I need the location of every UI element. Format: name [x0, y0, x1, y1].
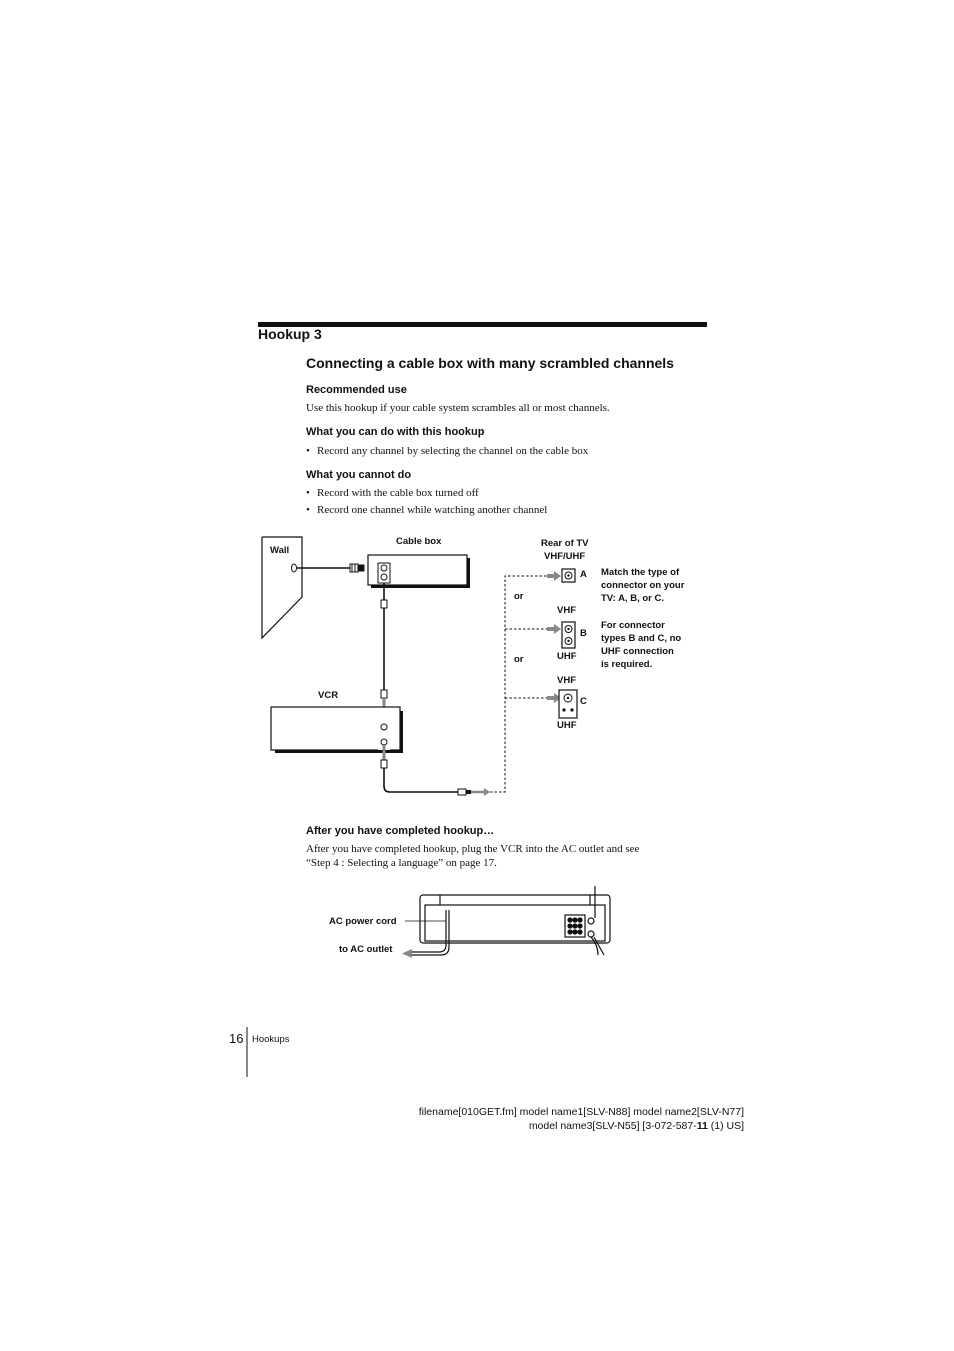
connector-a-icon — [562, 569, 575, 582]
vcr-label: VCR — [318, 690, 339, 701]
cable-connector-icon — [350, 564, 364, 572]
after-heading: After you have completed hookup… — [306, 825, 495, 837]
can-do-heading: What you can do with this hookup — [306, 426, 485, 438]
ac-power-cord-label: AC power cord — [329, 916, 397, 927]
connector-b-icon — [562, 622, 575, 648]
cannot-do-item: • Record one channel while watching another channel — [317, 503, 547, 517]
footer-line2: model name3[SLV-N55] [3-072-587-11 (1) US] — [528, 1120, 744, 1132]
connector-b-label: B — [580, 628, 587, 639]
cannot-do-item: • Record with the cable box turned off — [317, 486, 479, 500]
vhf-b-label: VHF — [557, 605, 576, 616]
uhf-c-label: UHF — [557, 720, 577, 731]
vcr-tv-cable — [381, 576, 547, 796]
rear-tv-label: Rear of TV — [541, 538, 589, 549]
connector-c-label: C — [580, 696, 587, 707]
recommended-text: Use this hookup if your cable system scrambles all or most channels. — [306, 402, 610, 414]
cable-box-label: Cable box — [396, 536, 442, 547]
wall-label: Wall — [270, 545, 290, 556]
main-title: Connecting a cable box with many scrambled channels — [306, 355, 674, 371]
cablebox-vcr-cable — [381, 583, 387, 722]
uhf-b-label: UHF — [557, 651, 577, 662]
cannot-do-heading: What you cannot do — [306, 469, 412, 481]
vhf-c-label: VHF — [557, 675, 576, 686]
vhf-uhf-label: VHF/UHF — [544, 551, 586, 562]
footer-line1: filename[010GET.fm] model name1[SLV-N88] model name2[SLV-N77] — [418, 1106, 744, 1118]
wall-outlet-icon — [292, 564, 297, 572]
after-text-line2: “Step 4 : Selecting a language” on page 17. — [306, 857, 497, 869]
can-do-item: • Record any channel by selecting the channel on the cable box — [317, 444, 588, 458]
bc-note: For connector types B and C, no UHF connection is required. — [601, 620, 682, 670]
match-note: Match the type of connector on your TV: A, B, or C. — [601, 567, 685, 604]
connector-c-icon — [559, 690, 577, 718]
recommended-heading: Recommended use — [306, 384, 407, 396]
or-label: or — [514, 591, 524, 602]
page-section-name: Hookups — [252, 1034, 290, 1045]
hookup-title: Hookup 3 — [258, 326, 322, 342]
connector-a-label: A — [580, 569, 587, 580]
to-ac-outlet-label: to AC outlet — [339, 944, 393, 955]
page-number: 16 — [229, 1031, 244, 1046]
after-text-line1: After you have completed hookup, plug the VCR into the AC outlet and see — [306, 843, 640, 855]
or-label: or — [514, 654, 524, 665]
